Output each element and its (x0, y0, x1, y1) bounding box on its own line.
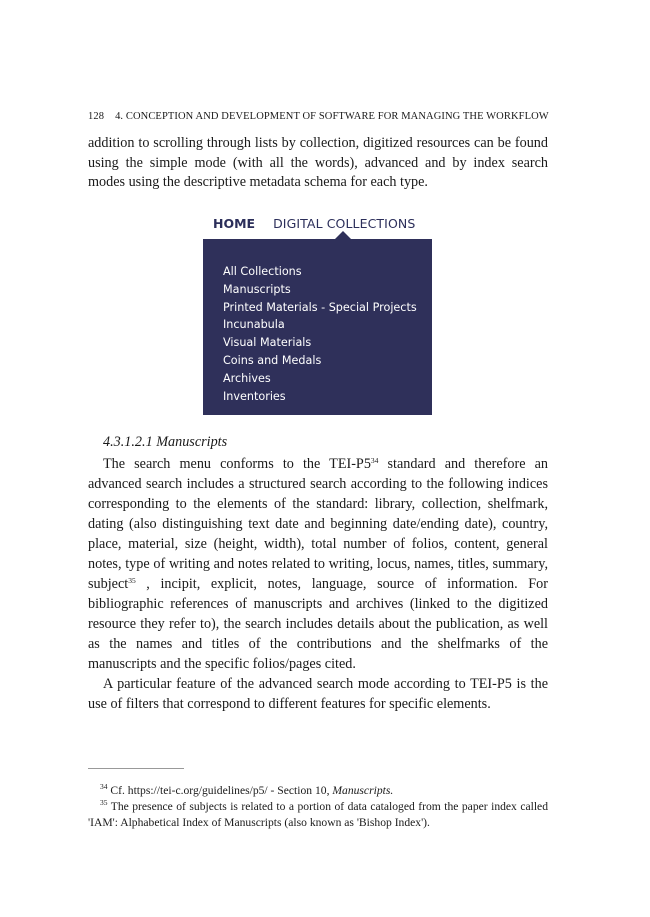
footnote-number: 34 (100, 782, 108, 791)
paragraph-search-menu (88, 454, 548, 674)
footnote-text: The presence of subjects is related to a portion of data cataloged from the paper index called 'IAM': Alphabetical Index of Manuscripts (also known as 'Bishop Index'). (88, 800, 548, 829)
footnote-text: Cf. https://tei-c.org/guidelines/p5/ - Section 10, (107, 784, 333, 797)
paragraph-text: The search menu conforms to the TEI-P5 (103, 456, 371, 472)
footnote-35 (88, 799, 548, 831)
paragraph-text: , incipit, explicit, notes, language, source of information. For bibliographic references of manuscripts and archives (linked to the digitized resource they refer to), the search includes details about the publication, as well as the names and titles of the contributions and the shelfmarks of the manuscripts and the specific folios/pages cited. (88, 576, 548, 672)
menu-item-incunabula[interactable]: Incunabula (223, 318, 285, 332)
footnote-divider (88, 768, 184, 769)
dropdown-menu (203, 239, 432, 415)
footnote-ref-34[interactable]: 34 (370, 456, 379, 465)
menu-item-printed-materials[interactable]: Printed Materials - Special Projects (223, 300, 417, 314)
footnote-italic-text: Manuscripts. (332, 784, 394, 797)
page-number: 128 (88, 111, 105, 122)
nav-home-link[interactable]: HOME (213, 215, 256, 231)
nav-digital-collections-link[interactable]: DIGITAL COLLECTIONS (273, 215, 416, 231)
menu-item-manuscripts[interactable]: Manuscripts (223, 282, 291, 296)
dropdown-caret-icon (335, 231, 351, 239)
menu-item-all-collections[interactable]: All Collections (223, 265, 302, 278)
footnote-number: 35 (100, 798, 108, 807)
menu-list (223, 263, 417, 405)
section-heading: 4.3.1.2.1 Manuscripts (103, 434, 228, 450)
intro-paragraph: addition to scrolling through lists by collection, digitized resources can be found using the simple mode (with all the words), advanced and by index search modes using the descriptive metadata schema for each type. (88, 135, 548, 190)
menu-item-archives[interactable]: Archives (223, 371, 271, 385)
footnote-ref-35[interactable]: 35 (128, 576, 136, 585)
footnotes (88, 783, 548, 831)
chapter-title: 4. CONCEPTION AND DEVELOPMENT OF SOFTWARE FOR MANAGING THE WORKFLOW (115, 111, 549, 122)
menu-item-visual-materials[interactable]: Visual Materials (223, 336, 312, 350)
menu-item-inventories[interactable]: Inventories (223, 389, 286, 403)
digital-collections-menu-figure (203, 207, 432, 415)
menu-item-coins-and-medals[interactable]: Coins and Medals (223, 353, 322, 367)
paragraph-filters: A particular feature of the advanced search mode according to TEI-P5 is the use of filters that correspond to different features for specific elements. (88, 676, 548, 712)
paragraph-text: standard and therefore an advanced search includes a structured search according to the following indices corresponding to the elements of the standard: library, collection, shelfmark, dating (also distinguishing text date and beginning date/ending date), country, place, material, size (height, width), total number of folios, content, general notes, type of writing and notes related to writing, locus, names, titles, summary, subject (88, 456, 548, 592)
running-head (88, 111, 549, 122)
section-body (88, 454, 548, 714)
nav-bar (203, 207, 432, 239)
footnote-34 (88, 783, 548, 799)
